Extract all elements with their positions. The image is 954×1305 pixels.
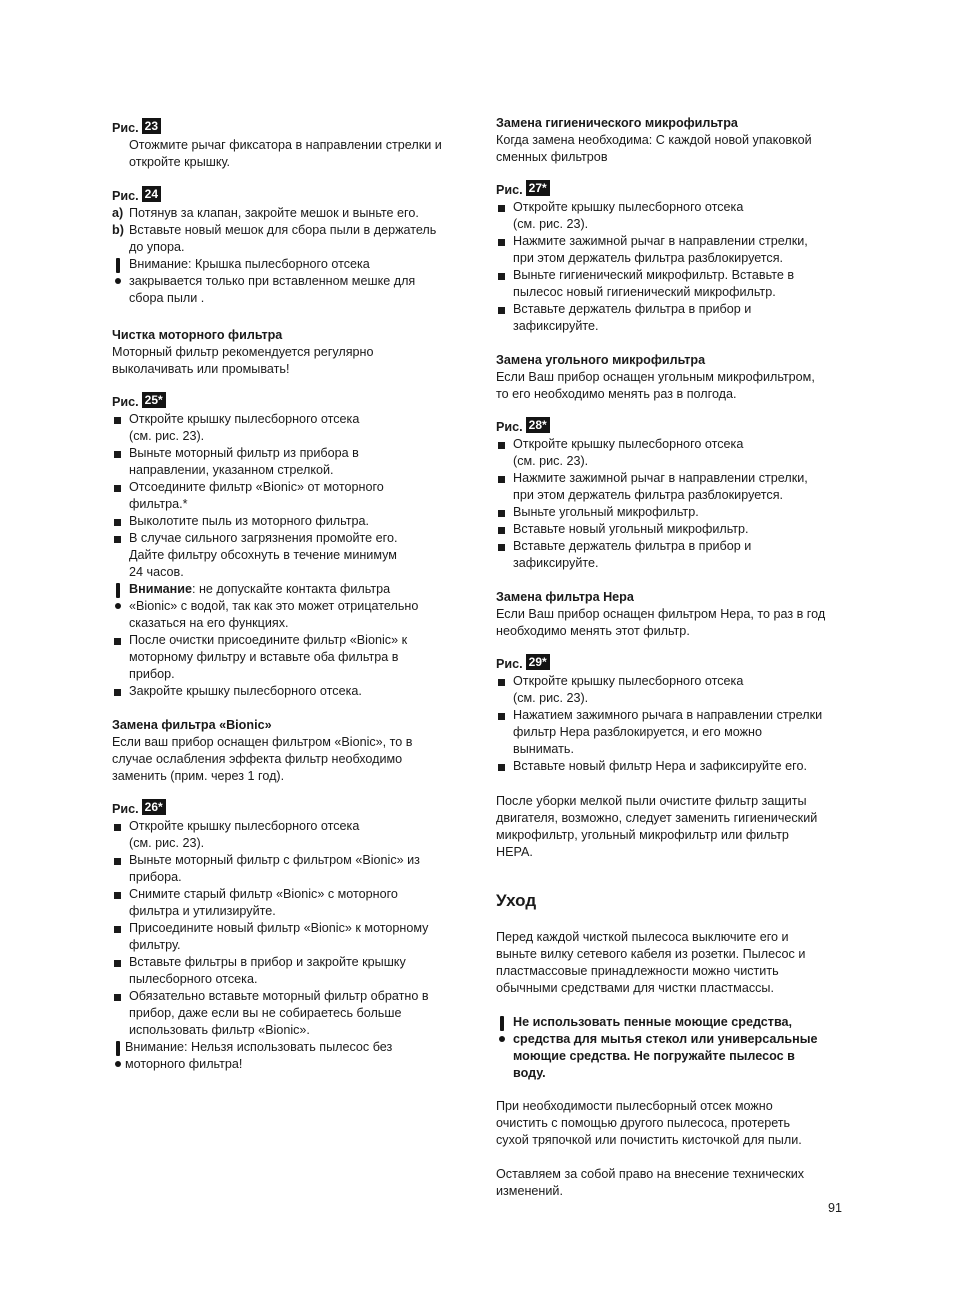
list-item — [496, 436, 846, 470]
ris-label: Рис. — [112, 802, 139, 817]
fig-label — [496, 419, 846, 436]
bullet-icon — [114, 892, 121, 899]
carbon-section — [496, 352, 846, 403]
list-item-text: Вставьте фильтры в прибор и закройте крышку пылесборного отсека. — [129, 955, 406, 986]
ris-label: Рис. — [112, 395, 139, 410]
list-item-text: Выньте моторный фильтр из прибора в направлении, указанном стрелкой. — [129, 446, 359, 477]
list-item — [112, 530, 467, 581]
section-heading: Замена фильтра Hepa — [496, 590, 634, 604]
fig-number-badge: 25* — [142, 392, 166, 408]
list-item-text: Потянув за клапан, закройте мешок и выньте его. — [129, 206, 419, 220]
care-warning-block — [496, 1014, 846, 1082]
ris-label: Рис. — [496, 183, 523, 198]
fig23-section — [112, 120, 467, 171]
warning-text: Внимание: Крышка пылесборного отсека закрывается только при вставленном мешке для сбора пыли . — [129, 257, 416, 305]
list-item-text: Отсоедините фильтр «Bionic» от моторного фильтра.* — [129, 480, 384, 511]
paragraph: При необходимости пылесборный отсек можно очистить с помощью другого пылесоса, протереть сухой тряпочкой или почистить кисточкой для пыли. — [496, 1099, 802, 1147]
list-item — [112, 988, 467, 1039]
list-item-text: Выколотите пыль из моторного фильтра. — [129, 514, 369, 528]
fig29-section — [496, 656, 846, 775]
list-item-text: Присоедините новый фильтр «Bionic» к моторному фильтру. — [129, 921, 429, 952]
list-item — [112, 632, 467, 683]
paragraph: После уборки мелкой пыли очистите фильтр защиты двигателя, возможно, следует заменить гигиенический микрофильтр, угольный микрофильтр или фильтр HEPA. — [496, 794, 818, 859]
list-item — [496, 301, 846, 335]
ris-label: Рис. — [496, 657, 523, 672]
paragraph: Если Ваш прибор оснащен фильтром Hepa, то раз в год необходимо менять этот фильтр. — [496, 607, 826, 638]
paragraph: Когда замена необходима: С каждой новой упаковкой сменных фильтров — [496, 133, 812, 164]
section-title: Уход — [496, 891, 537, 910]
section-heading: Замена гигиенического микрофильтра — [496, 116, 738, 130]
fig-label — [112, 120, 467, 137]
fig-number-badge: 24 — [142, 186, 161, 202]
bullet-icon — [114, 638, 121, 645]
list-item — [112, 886, 467, 920]
list-item — [496, 673, 846, 707]
paragraph: Если ваш прибор оснащен фильтром «Bionic», то в случае ослабления эффекта фильтр необходимо заменить (прим. через 1 год). — [112, 735, 413, 783]
list-item — [496, 199, 846, 233]
list-item-text: Нажмите зажимной рычаг в направлении стрелки, при этом держатель фильтра разблокируется. — [513, 471, 808, 502]
list-item-text: Вставьте держатель фильтра в прибор и зафиксируйте. — [513, 539, 752, 570]
list-item-text: Обязательно вставьте моторный фильтр обратно в прибор, даже если вы не собираетесь больше использовать фильтр «Bionic». — [129, 989, 429, 1037]
bionic-section — [112, 717, 467, 785]
list-item — [496, 758, 846, 775]
list-item — [496, 470, 846, 504]
bullet-icon — [498, 442, 505, 449]
bullet-icon — [498, 679, 505, 686]
fig-label — [112, 394, 467, 411]
list-item-text: Откройте крышку пылесборного отсека (см. рис. 23). — [513, 674, 744, 705]
warning-text: Не использовать пенные моющие средства, средства для мытья стекол или универсальные моющие средства. Не погружайте пылесос в воду. — [513, 1015, 818, 1080]
warning-note — [496, 1014, 846, 1082]
ris-label: Рис. — [112, 189, 139, 204]
section-heading: Чистка моторного фильтра — [112, 328, 283, 342]
warning-text: Внимание: Нельзя использовать пылесос без моторного фильтра! — [125, 1040, 393, 1071]
bullet-icon — [498, 239, 505, 246]
bullet-icon — [114, 536, 121, 543]
fig28-section — [496, 419, 846, 572]
fig-label — [112, 188, 467, 205]
bullet-icon — [114, 689, 121, 696]
warning-text: : не допускайте контакта фильтра «Bionic» с водой, так как это может отрицательно сказаться на его функциях. — [129, 582, 419, 630]
fig-number-badge: 27* — [526, 180, 550, 196]
bullet-icon — [114, 824, 121, 831]
bullet-icon — [114, 451, 121, 458]
paragraph: Если Ваш прибор оснащен угольным микрофильтром, то его необходимо менять раз в полгода. — [496, 370, 815, 401]
ris-label: Рис. — [496, 420, 523, 435]
hygienic-section — [496, 115, 846, 166]
bullet-icon — [498, 544, 505, 551]
section-heading: Замена фильтра «Bionic» — [112, 718, 272, 732]
list-item-text: Откройте крышку пылесборного отсека (см. рис. 23). — [129, 412, 360, 443]
paragraph: Моторный фильтр рекомендуется регулярно выколачивать или промывать! — [112, 345, 374, 376]
list-item-text: Выньте гигиенический микрофильтр. Вставьте в пылесос новый гигиенический микрофильтр. — [513, 268, 795, 299]
list-item-text: Выньте моторный фильтр с фильтром «Bionic» из прибора. — [129, 853, 420, 884]
fig24-section — [112, 188, 467, 307]
exclamation-icon — [497, 1016, 507, 1046]
list-item — [112, 222, 467, 256]
bullet-icon — [498, 510, 505, 517]
list-item — [112, 411, 467, 445]
list-item — [112, 445, 467, 479]
list-item-text: Откройте крышку пылесборного отсека (см. рис. 23). — [129, 819, 360, 850]
warning-note — [112, 1039, 467, 1073]
warning-note — [112, 581, 467, 632]
hepa-section — [496, 589, 846, 640]
list-item-text: Откройте крышку пылесборного отсека (см. рис. 23). — [513, 200, 744, 231]
list-item-text: После очистки присоедините фильтр «Bionic» к моторному фильтру и вставьте оба фильтра в прибор. — [129, 633, 408, 681]
bullet-icon — [114, 960, 121, 967]
bullet-icon — [498, 205, 505, 212]
list-item-text: Нажмите зажимной рычаг в направлении стрелки, при этом держатель фильтра разблокируется. — [513, 234, 808, 265]
list-item — [112, 954, 467, 988]
fig-number-badge: 29* — [526, 654, 550, 670]
motor-filter-section — [112, 327, 467, 378]
list-item — [112, 852, 467, 886]
warning-note — [112, 256, 467, 307]
fig27-section — [496, 182, 846, 335]
paragraph: Перед каждой чисткой пылесоса выключите его и выньте вилку сетевого кабеля из розетки. Пылесос и пластмассовые принадлежности можно чистить обычными средствами для чистки пластмассы. — [496, 930, 806, 995]
list-item-text: Вставьте новый мешок для сбора пыли в держатель до упора. — [129, 223, 437, 254]
ris-label: Рис. — [112, 121, 139, 136]
exclamation-icon — [113, 583, 123, 613]
list-item — [112, 818, 467, 852]
care-section — [496, 890, 846, 912]
list-marker: b) — [112, 223, 124, 237]
fig26-section — [112, 801, 467, 1073]
fig-number-badge: 28* — [526, 417, 550, 433]
fig-number-badge: 26* — [142, 799, 166, 815]
after-cleaning-paragraph — [496, 793, 846, 861]
list-item-text: Снимите старый фильтр «Bionic» с моторного фильтра и утилизируйте. — [129, 887, 398, 918]
section-heading: Замена угольного микрофильтра — [496, 353, 706, 367]
bullet-icon — [498, 527, 505, 534]
exclamation-icon — [113, 258, 123, 288]
list-item-text: Откройте крышку пылесборного отсека (см. рис. 23). — [513, 437, 744, 468]
bullet-icon — [498, 476, 505, 483]
list-item — [496, 521, 846, 538]
fig-label — [496, 656, 846, 673]
bullet-icon — [114, 858, 121, 865]
bullet-icon — [114, 485, 121, 492]
fig-label — [112, 801, 467, 818]
list-item — [112, 205, 467, 222]
bullet-icon — [498, 307, 505, 314]
list-item — [496, 233, 846, 267]
list-item-text: Вставьте новый угольный микрофильтр. — [513, 522, 749, 536]
list-item — [112, 920, 467, 954]
care-paragraph — [496, 929, 846, 997]
list-item-text: В случае сильного загрязнения промойте его. Дайте фильтру обсохнуть в течение минимум 24 часов. — [129, 531, 398, 579]
list-item — [496, 538, 846, 572]
fig-label — [496, 182, 846, 199]
list-item — [112, 683, 467, 700]
list-item — [496, 707, 846, 758]
exclamation-icon — [113, 1041, 123, 1071]
fig25-section — [112, 394, 467, 700]
list-item-text: Вставьте держатель фильтра в прибор и зафиксируйте. — [513, 302, 752, 333]
list-item — [496, 504, 846, 521]
list-item — [112, 479, 467, 513]
list-item — [496, 267, 846, 301]
warning-bold: Внимание — [129, 582, 192, 596]
bullet-icon — [114, 994, 121, 1001]
list-item-text: Выньте угольный микрофильтр. — [513, 505, 699, 519]
paragraph: Оставляем за собой право на внесение технических изменений. — [496, 1167, 805, 1198]
bullet-icon — [498, 273, 505, 280]
list-item-text: Закройте крышку пылесборного отсека. — [129, 684, 362, 698]
bullet-icon — [114, 417, 121, 424]
fig-number-badge: 23 — [142, 118, 161, 134]
list-marker: a) — [112, 206, 124, 220]
list-item-text: Нажатием зажимного рычага в направлении стрелки фильтр Hepa разблокируется, и его можно вынимать. — [513, 708, 823, 756]
bullet-icon — [498, 713, 505, 720]
bullet-icon — [114, 926, 121, 933]
care-paragraph-3 — [496, 1166, 846, 1200]
list-item — [112, 513, 467, 530]
list-item-text: Вставьте новый фильтр Hepa и зафиксируйте его. — [513, 759, 807, 773]
page-number: 91 — [827, 1201, 842, 1215]
bullet-icon — [114, 519, 121, 526]
care-paragraph-2 — [496, 1098, 846, 1149]
fig23-text: Отожмите рычаг фиксатора в направлении стрелки и откройте крышку. — [129, 138, 442, 169]
bullet-icon — [498, 764, 505, 771]
